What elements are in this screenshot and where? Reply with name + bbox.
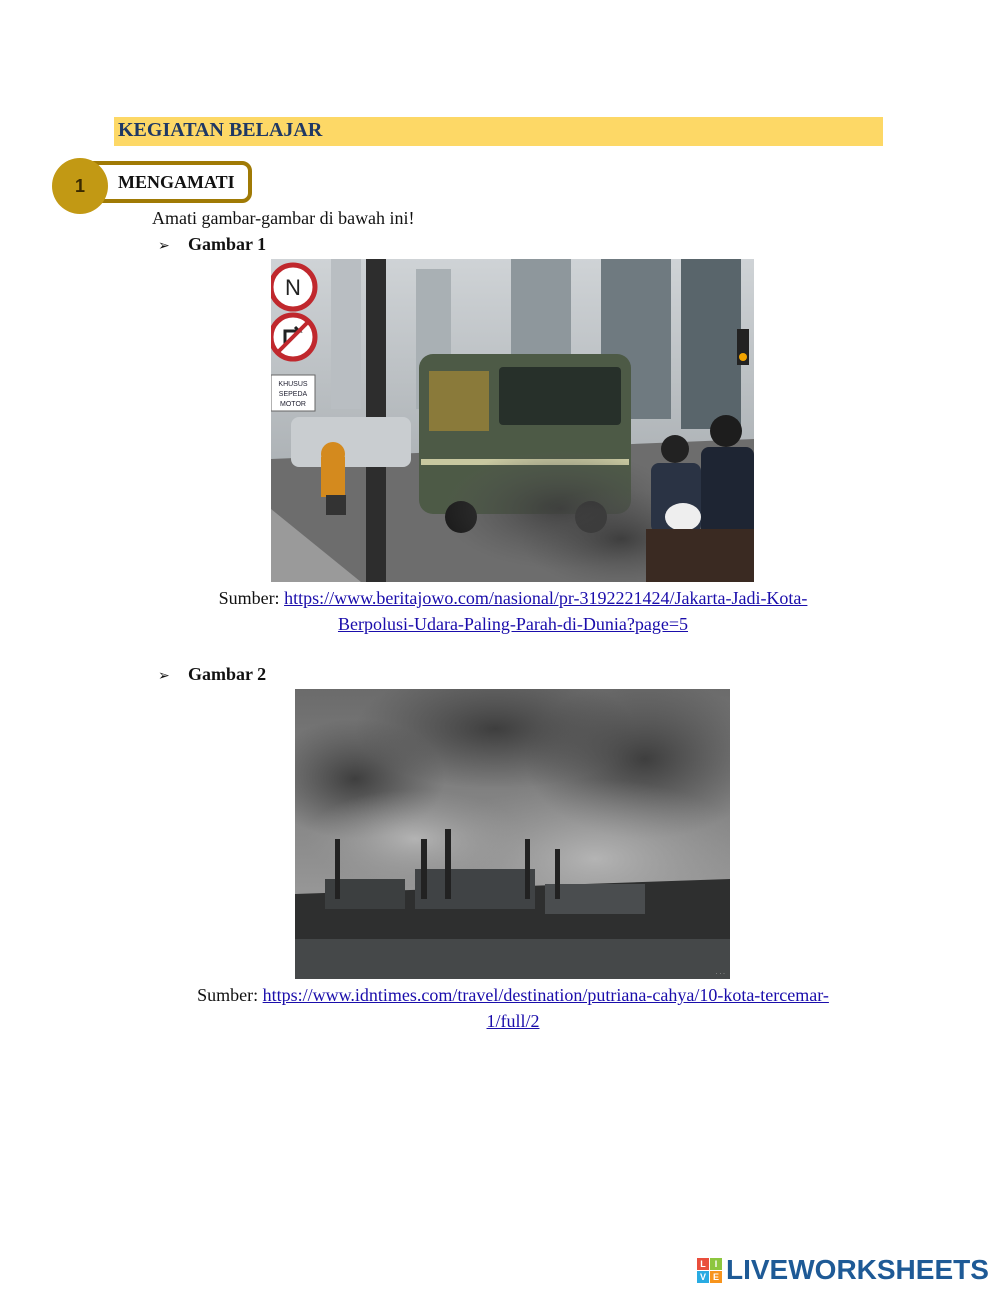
- svg-text:N: N: [285, 275, 301, 300]
- svg-text:KHUSUS: KHUSUS: [278, 381, 308, 388]
- figure-2-source-link-cont[interactable]: 1/full/2: [486, 1011, 540, 1031]
- figure-1-source-link-cont[interactable]: Berpolusi-Udara-Paling-Parah-di-Dunia?page=5: [337, 614, 689, 634]
- logo-letter-e: E: [710, 1271, 722, 1283]
- svg-text:MOTOR: MOTOR: [280, 401, 306, 408]
- figure-2-heading-text: Gambar 2: [188, 664, 267, 684]
- arrow-bullet-icon: ➢: [158, 668, 170, 684]
- logo-letter-v: V: [697, 1271, 709, 1283]
- industrial-smoke-photo: [295, 689, 730, 979]
- logo-letter-i: I: [710, 1258, 722, 1270]
- instruction-text: Amati gambar-gambar di bawah ini!: [152, 208, 415, 228]
- figure-1-image: [271, 259, 754, 582]
- figure-2-image: [295, 689, 730, 979]
- traffic-pollution-photo: [271, 259, 754, 582]
- logo-text: LIVEWORKSHEETS: [726, 1254, 989, 1285]
- liveworksheets-logo: [697, 1253, 989, 1287]
- svg-text:· · ·: · · ·: [715, 971, 725, 977]
- section-banner: [114, 117, 883, 146]
- caption-prefix: Sumber:: [197, 985, 259, 1005]
- figure-1-heading: [158, 234, 266, 255]
- step-number: 1: [52, 158, 108, 214]
- section-title: KEGIATAN BELAJAR: [118, 119, 323, 141]
- figure-2-heading: [158, 664, 266, 685]
- arrow-bullet-icon: ➢: [158, 238, 170, 254]
- figure-1-source-link[interactable]: https://www.beritajowo.com/nasional/pr-3192221424/Jakarta-Jadi-Kota-: [284, 588, 808, 608]
- liveworksheets-mark-icon: [697, 1258, 722, 1283]
- logo-letter-l: L: [697, 1258, 709, 1270]
- figure-2-source-link[interactable]: https://www.idntimes.com/travel/destination/putriana-cahya/10-kota-tercemar-: [262, 985, 829, 1005]
- step-label: MENGAMATI: [118, 172, 235, 192]
- figure-1-caption: [120, 585, 906, 637]
- figure-2-caption: [120, 982, 906, 1034]
- figure-1-heading-text: Gambar 1: [188, 234, 267, 254]
- svg-text:SEPEDA: SEPEDA: [278, 391, 308, 398]
- caption-prefix: Sumber:: [218, 588, 280, 608]
